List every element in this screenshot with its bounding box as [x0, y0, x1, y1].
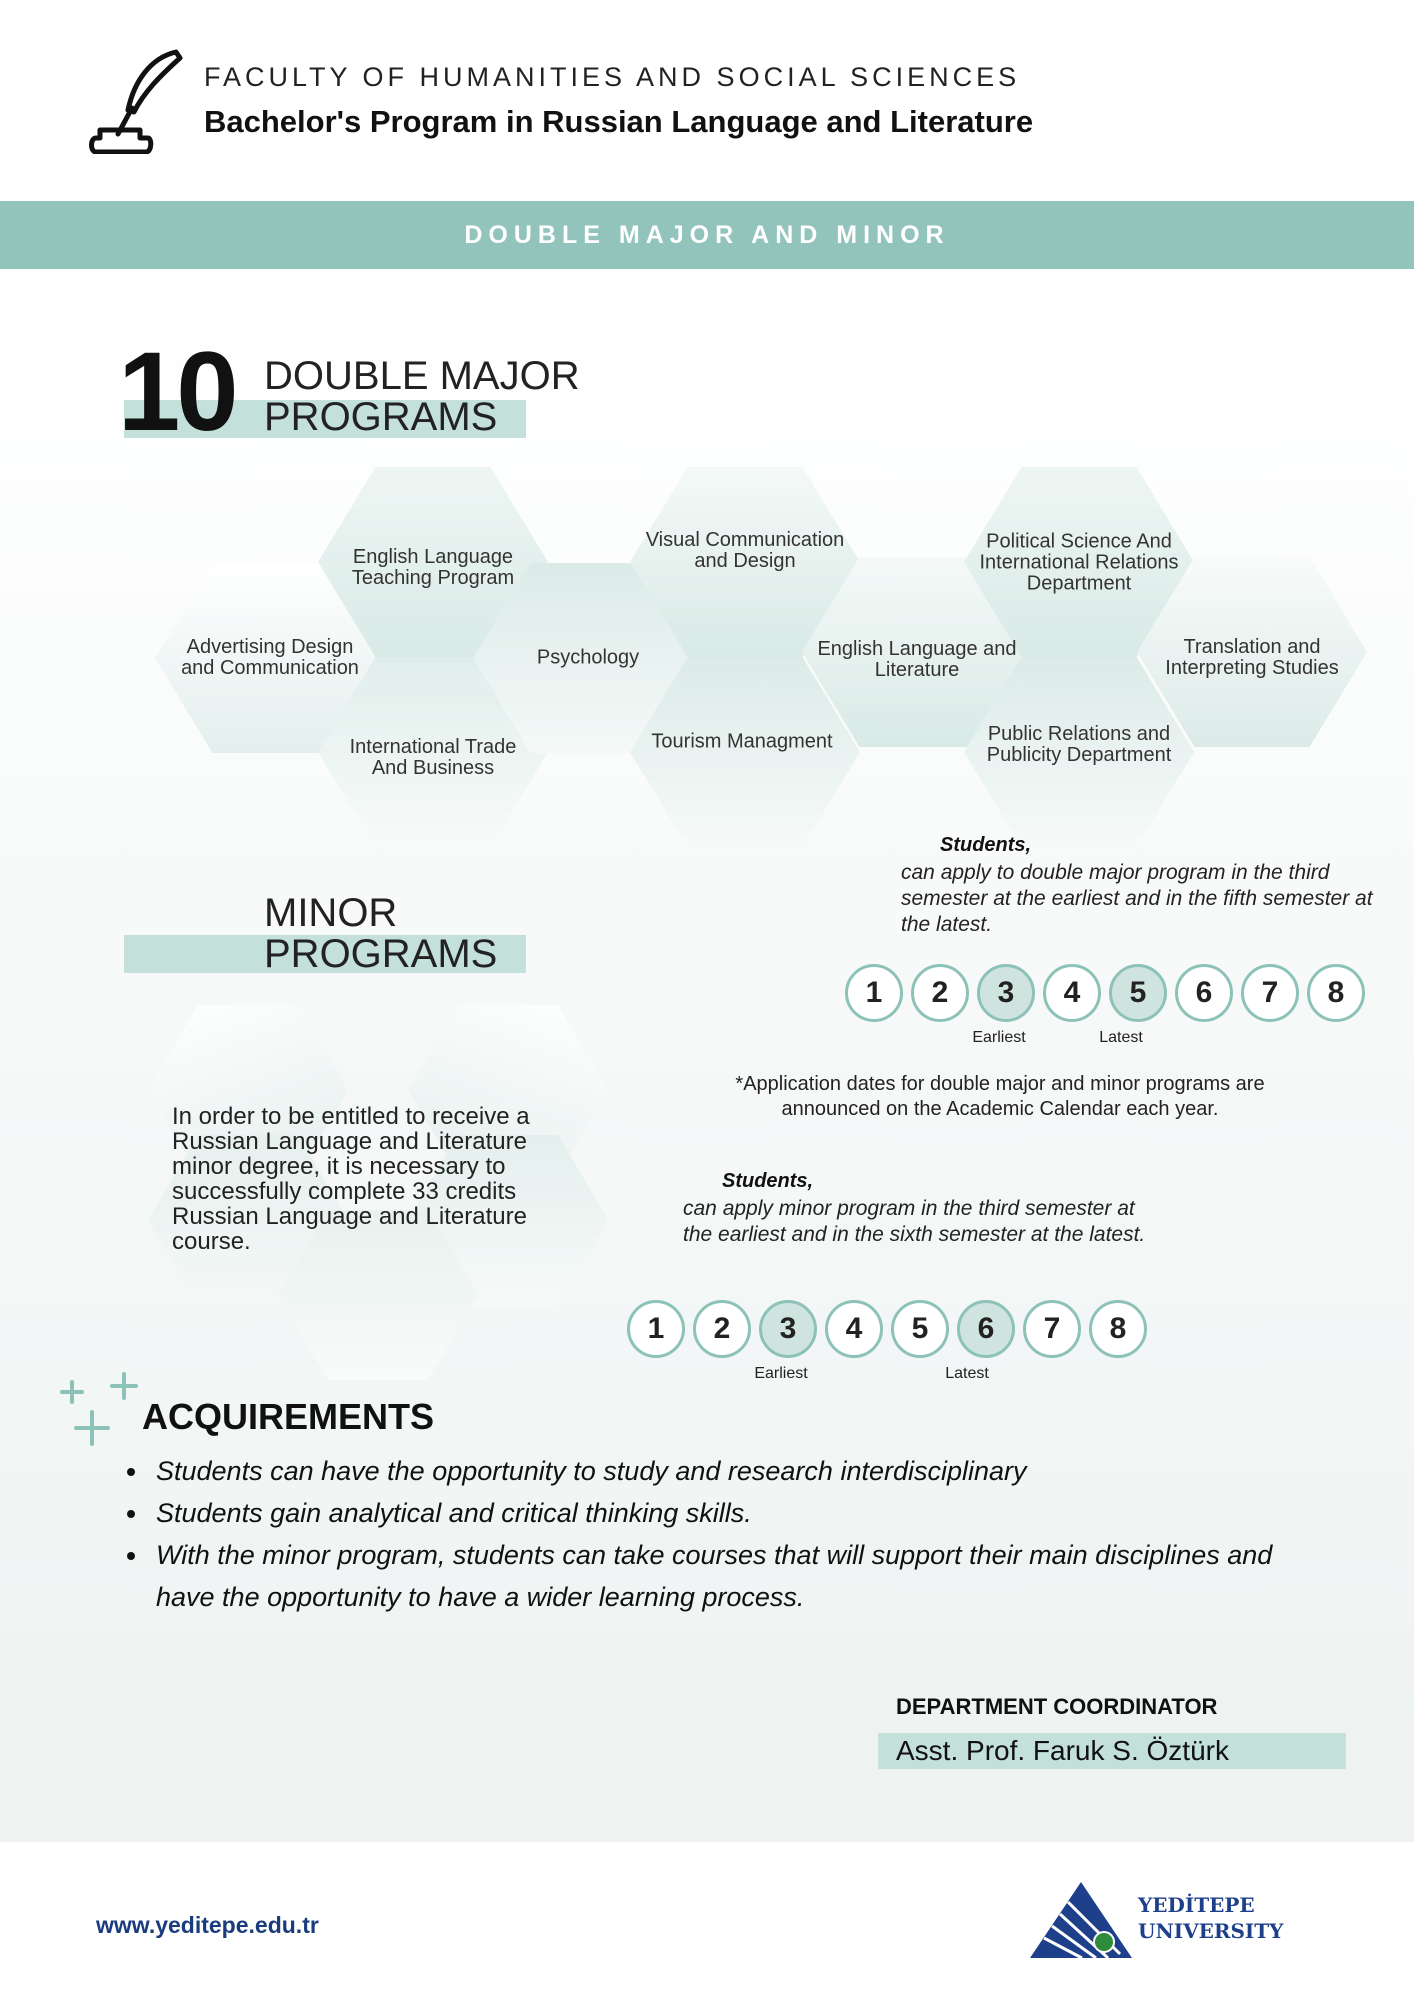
minor-semester-8: 8 [1089, 1300, 1147, 1358]
double-major-semester-track [845, 964, 1365, 1022]
double-major-semester-6: 6 [1175, 964, 1233, 1022]
minor-semester-6: 6 [957, 1300, 1015, 1358]
double-major-students-label: Students, [940, 834, 1032, 856]
acquirement-item: • Students gain analytical and critical thinking skills. [150, 1492, 1300, 1534]
coordinator-name: Asst. Prof. Faruk S. Öztürk [878, 1733, 1346, 1769]
application-dates-note: *Application dates for double major and minor programs are announced on the Academic Calendar each year. [735, 1073, 1265, 1120]
program-translation: Translation and Interpreting Studies [1165, 636, 1339, 679]
minor-title [264, 893, 497, 975]
minor-title-line1: MINOR [264, 891, 398, 935]
double-major-semester-3: 3 [977, 964, 1035, 1022]
quill-inkwell-icon [88, 48, 188, 154]
minor-semester-5: 5 [891, 1300, 949, 1358]
website-link[interactable]: www.yeditepe.edu.tr [96, 1912, 319, 1938]
double-major-title [264, 356, 580, 438]
minor-latest-label: Latest [945, 1365, 989, 1382]
sparkle-plus-icon [58, 1372, 146, 1448]
minor-semester-7: 7 [1023, 1300, 1081, 1358]
double-major-semester-4: 4 [1043, 964, 1101, 1022]
acquirements-list [112, 1450, 1300, 1618]
double-major-latest-label: Latest [1099, 1029, 1143, 1046]
double-major-semester-1: 1 [845, 964, 903, 1022]
minor-semester-1: 1 [627, 1300, 685, 1358]
double-major-earliest-label: Earliest [972, 1029, 1026, 1046]
double-major-semester-5: 5 [1109, 964, 1167, 1022]
program-political-science: Political Science And International Relations Department [979, 530, 1179, 595]
program-psychology: Psychology [536, 646, 640, 669]
minor-semester-track [627, 1300, 1147, 1358]
program-tourism: Tourism Managment [651, 730, 833, 753]
university-logo-icon [1026, 1880, 1136, 1960]
program-english-teaching: English Language Teaching Program [351, 546, 515, 589]
minor-semester-2: 2 [693, 1300, 751, 1358]
minor-students-text: can apply minor program in the third semester at the earliest and in the sixth semester at the latest. [683, 1197, 1146, 1246]
program-title: Bachelor's Program in Russian Language and Literature [204, 104, 1034, 139]
double-major-semester-8: 8 [1307, 964, 1365, 1022]
acquirement-item: • Students can have the opportunity to study and research interdisciplinary [150, 1450, 1300, 1492]
double-major-title-line1: DOUBLE MAJOR [264, 354, 580, 398]
double-major-semester-7: 7 [1241, 964, 1299, 1022]
acquirements-title: ACQUIREMENTS [142, 1396, 435, 1437]
program-advertising: Advertising Design and Communication [181, 636, 359, 679]
program-visual-communication: Visual Communication and Design [645, 529, 845, 572]
university-name-line1: YEDİTEPE [1138, 1893, 1255, 1917]
minor-semester-3: 3 [759, 1300, 817, 1358]
minor-title-line2: PROGRAMS [264, 932, 498, 976]
section-band [0, 201, 1414, 269]
section-band-title: DOUBLE MAJOR AND MINOR [464, 221, 950, 249]
double-major-semester-2: 2 [911, 964, 969, 1022]
program-international-trade: International Trade And Business [349, 736, 517, 779]
minor-requirement-text: In order to be entitled to receive a Russian Language and Literature minor degree, it is necessary to successfully complete 33 credits Russian Language and Literature course. [172, 1103, 530, 1255]
university-name-line2: UNIVERSITY [1138, 1919, 1284, 1943]
program-english-literature: English Language and Literature [817, 638, 1017, 681]
faculty-name: FACULTY OF HUMANITIES AND SOCIAL SCIENCES [204, 62, 1021, 92]
double-major-students-text: can apply to double major program in the third semester at the earliest and in the fifth semester at the latest. [901, 861, 1373, 936]
minor-students-label: Students, [722, 1170, 814, 1192]
double-major-title-line2: PROGRAMS [264, 395, 498, 439]
minor-semester-4: 4 [825, 1300, 883, 1358]
coordinator-title: DEPARTMENT COORDINATOR [896, 1694, 1218, 1719]
acquirement-item: • With the minor program, students can take courses that will support their main disciplines and have the opportunity to have a wider learning process. [150, 1534, 1300, 1618]
program-public-relations: Public Relations and Publicity Department [986, 723, 1172, 766]
university-name [1138, 1892, 1283, 1944]
double-major-count: 10 [118, 329, 235, 454]
minor-earliest-label: Earliest [754, 1365, 808, 1382]
